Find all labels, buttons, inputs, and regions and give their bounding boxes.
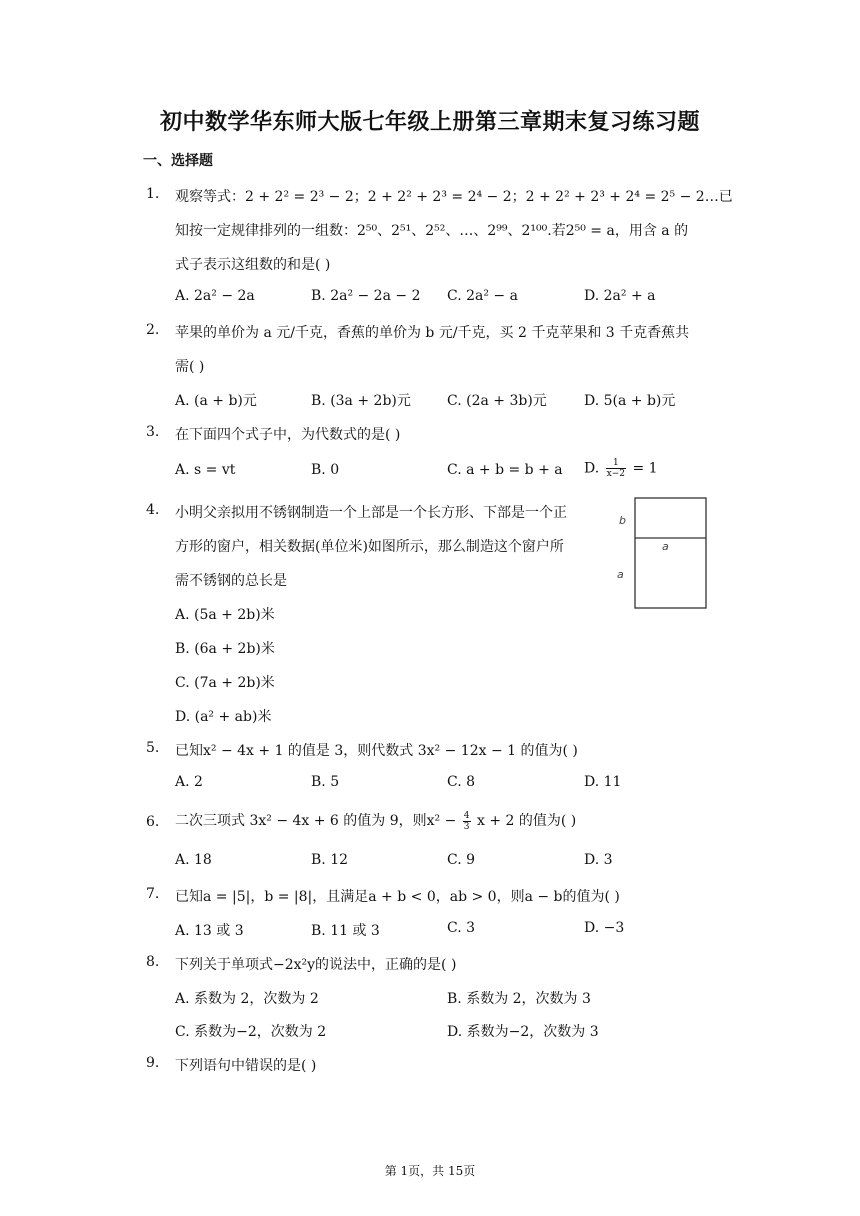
question-5-option-c: C. 8 <box>447 774 476 790</box>
question-4-line-1: 小明父亲拟用不锈钢制造一个上部是一个长方形、下部是一个正 <box>175 505 567 521</box>
question-6-line-1 <box>175 810 576 832</box>
question-7-number: 7. <box>146 886 160 902</box>
question-4-line-3: 需不锈钢的总长是 <box>175 573 287 589</box>
question-8-option-d: D. 系数为−2，次数为 3 <box>447 1024 599 1040</box>
question-4-option-b: B. (6a + 2b)米 <box>175 641 275 657</box>
figure-label-b: b <box>619 514 626 527</box>
question-8-number: 8. <box>146 954 160 970</box>
page-footer: 第 1页，共 15页 <box>384 1164 476 1178</box>
question-7-line-1: 已知a = |5|，b = |8|，且满足a + b < 0，ab > 0，则a − b的值为( ) <box>175 889 620 905</box>
question-3-option-b: B. 0 <box>311 462 340 478</box>
question-4-option-d: D. (a² + ab)米 <box>175 709 272 725</box>
figure-label-a-top: a <box>662 540 669 553</box>
question-5-option-a: A. 2 <box>175 774 203 790</box>
question-5-option-d: D. 11 <box>584 774 622 790</box>
question-6-number: 6. <box>146 814 160 830</box>
question-6-option-c: C. 9 <box>447 852 476 868</box>
question-1-line-2: 知按一定规律排列的一组数：2⁵⁰、2⁵¹、2⁵²、…、2⁹⁹、2¹⁰⁰.若2⁵⁰ = a，用含 a 的 <box>175 223 689 239</box>
question-1-option-a: A. 2a² − 2a <box>175 288 255 304</box>
question-6-text-before: 二次三项式 3x² − 4x + 6 的值为 9，则x² − <box>175 813 457 829</box>
document-title: 初中数学华东师大版七年级上册第三章期末复习练习题 <box>159 110 700 135</box>
question-6-fraction <box>463 811 471 832</box>
question-1-number: 1. <box>146 186 160 202</box>
question-1-option-c: C. 2a² − a <box>447 288 518 304</box>
window-diagram <box>606 492 716 614</box>
question-4-number: 4. <box>146 502 160 518</box>
question-8-option-b: B. 系数为 2，次数为 3 <box>447 991 591 1007</box>
question-2-option-a: A. (a + b)元 <box>175 393 257 409</box>
fraction-numerator: 1 <box>606 458 626 469</box>
question-3-option-d <box>584 458 658 479</box>
question-3-option-c: C. a + b = b + a <box>447 462 563 478</box>
question-6-option-b: B. 12 <box>311 852 349 868</box>
question-5-option-b: B. 5 <box>311 774 340 790</box>
question-1-line-3: 式子表示这组数的和是( ) <box>175 257 331 273</box>
fraction-denominator: 3 <box>463 821 470 832</box>
question-3-number: 3. <box>146 424 160 440</box>
question-4-line-2: 方形的窗户，相关数据(单位米)如图所示，那么制造这个窗户所 <box>175 539 564 555</box>
question-3-option-d-label: D. <box>584 460 604 477</box>
question-3-option-d-rhs: = 1 <box>632 460 658 477</box>
question-3-option-d-fraction <box>606 458 626 479</box>
question-9-line-1: 下列语句中错误的是( ) <box>175 1058 317 1074</box>
question-8-option-c: C. 系数为−2，次数为 2 <box>175 1024 327 1040</box>
question-7-option-d: D. −3 <box>584 920 625 936</box>
question-6-text-after: x + 2 的值为( ) <box>476 813 577 829</box>
question-6-option-d: D. 3 <box>584 852 613 868</box>
window-figure <box>606 492 716 618</box>
question-2-option-b: B. (3a + 2b)元 <box>311 393 411 409</box>
question-7-option-b: B. 11 或 3 <box>311 923 380 939</box>
section-heading: 一、选择题 <box>143 153 213 169</box>
question-4-option-c: C. (7a + 2b)米 <box>175 675 275 691</box>
question-2-line-2: 需( ) <box>175 359 205 375</box>
question-3-option-a: A. s = vt <box>175 462 236 478</box>
question-7-option-a: A. 13 或 3 <box>175 923 244 939</box>
question-8-option-a: A. 系数为 2，次数为 2 <box>175 991 319 1007</box>
figure-label-a-side: a <box>617 568 624 581</box>
question-9-number: 9. <box>146 1055 160 1071</box>
question-5-line-1: 已知x² − 4x + 1 的值是 3，则代数式 3x² − 12x − 1 的值为( ) <box>175 743 578 759</box>
question-2-number: 2. <box>146 322 160 338</box>
question-6-option-a: A. 18 <box>175 852 212 868</box>
question-2-option-c: C. (2a + 3b)元 <box>447 393 547 409</box>
fraction-numerator: 4 <box>463 810 470 821</box>
question-2-line-1: 苹果的单价为 a 元/千克，香蕉的单价为 b 元/千克，买 2 千克苹果和 3 千克香蕉共 <box>175 325 690 341</box>
question-3-line-1: 在下面四个式子中，为代数式的是( ) <box>175 427 401 443</box>
question-7-option-c: C. 3 <box>447 920 476 936</box>
question-2-option-d: D. 5(a + b)元 <box>584 393 676 409</box>
question-5-number: 5. <box>146 740 160 756</box>
question-4-option-a: A. (5a + 2b)米 <box>175 607 275 623</box>
question-8-line-1: 下列关于单项式−2x²y的说法中，正确的是( ) <box>175 957 457 973</box>
question-1-line-1: 观察等式：2 + 2² = 2³ − 2；2 + 2² + 2³ = 2⁴ − 2；2 + 2² + 2³ + 2⁴ = 2⁵ − 2…已 <box>175 189 733 205</box>
question-1-option-d: D. 2a² + a <box>584 288 656 304</box>
question-1-option-b: B. 2a² − 2a − 2 <box>311 288 421 304</box>
fraction-denominator: x−2 <box>606 469 625 479</box>
